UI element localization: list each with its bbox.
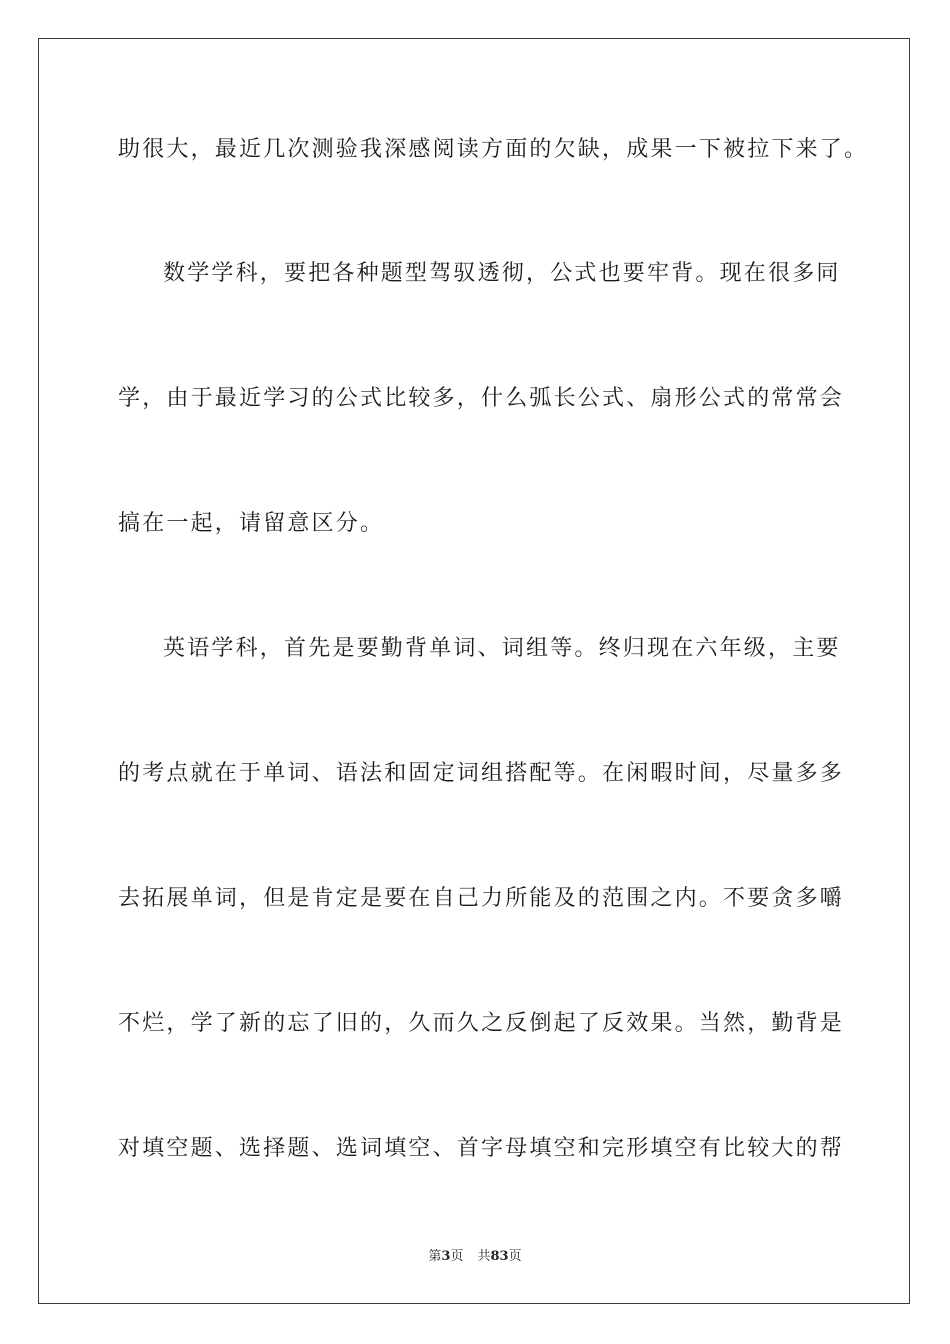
total-suffix: 页 [508, 1249, 522, 1264]
text-line-3: 学，由于最近学习的公式比较多，什么弧长公式、扇形公式的常常会 [118, 386, 845, 411]
page-number: 3 [441, 1249, 451, 1264]
total-prefix: 共 [477, 1249, 491, 1264]
text-line-8: 不烂，学了新的忘了旧的，久而久之反倒起了反效果。当然，勤背是 [118, 1011, 845, 1036]
text-line-6: 的考点就在于单词、语法和固定词组搭配等。在闲暇时间，尽量多多 [118, 761, 845, 786]
text-line-2: 数学学科，要把各种题型驾驭透彻，公式也要牢背。现在很多同 [163, 261, 841, 286]
text-line-9: 对填空题、选择题、选词填空、首字母填空和完形填空有比较大的帮 [118, 1136, 845, 1161]
text-line-7: 去拓展单词，但是肯定是要在自己力所能及的范围之内。不要贪多嚼 [118, 886, 845, 911]
page-footer [0, 1248, 950, 1266]
text-line-1: 助很大，最近几次测验我深感阅读方面的欠缺，成果一下被拉下来了。 [118, 137, 869, 162]
text-line-4: 搞在一起，请留意区分。 [118, 511, 385, 536]
page-border [38, 38, 910, 1304]
text-line-5: 英语学科，首先是要勤背单词、词组等。终归现在六年级，主要 [163, 636, 841, 661]
page-prefix: 第 [428, 1249, 442, 1264]
page-suffix: 页 [450, 1249, 464, 1264]
total-pages: 83 [490, 1249, 509, 1264]
